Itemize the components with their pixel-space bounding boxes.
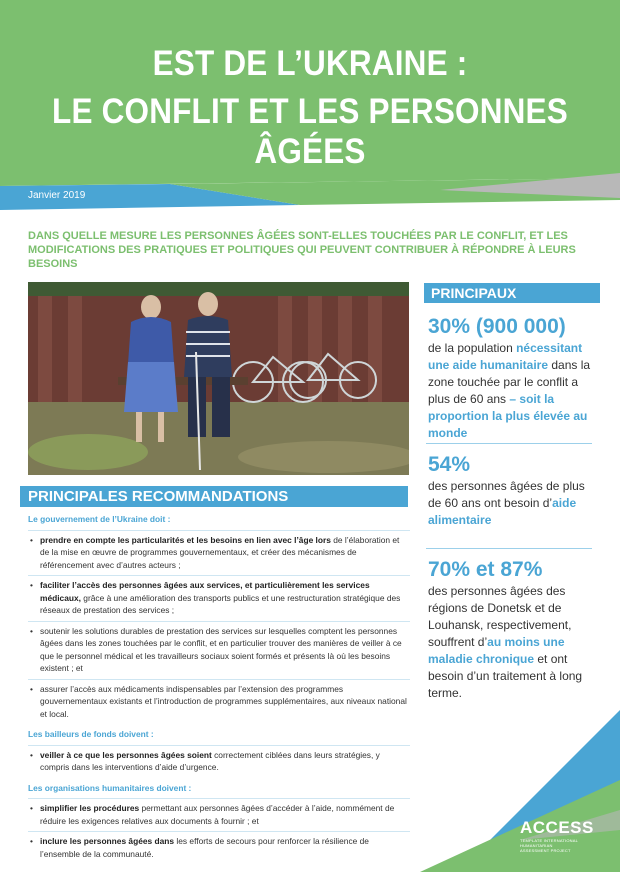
stat-text [428,583,598,702]
key-facts-header [424,283,600,303]
stat-highlight: aide alimentaire [428,496,577,527]
item-text: soutenir les solutions durables de prestation des services sur lesquelles comptent les personnes âgées dans les zones touchées par le conflit, et en particulier trouver des manières de veiller à ce que le personnel médical et les travailleurs sociaux soient formés et présents là où les besoins existent ; et [40,625,402,673]
stat-text-part: dans la zone touchée par le conflit a plus de 60 ans [428,358,591,406]
recommendation-item [28,621,410,679]
stat-block-1 [428,314,598,442]
stat-block-2 [428,452,598,529]
stat-text [428,340,598,442]
publication-date: Janvier 2019 [28,190,86,201]
logo-subtitle [520,838,600,853]
stat-highlight: nécessitant une aide humanitaire [428,341,583,372]
title-line-1: EST DE L’UKRAINE : [152,44,468,83]
header-banner [0,0,620,220]
group-title: Les organisations humanitaires doivent : [28,782,192,793]
group-title: Le gouvernement de l’Ukraine doit : [28,514,171,524]
item-bold: veiller à ce que les personnes âgées soient [40,749,212,760]
recommendation-item [28,575,410,621]
stat-highlight: – soit la proportion la plus élevée au monde [428,392,588,440]
item-bold: faciliter l’accès des personnes âgées aux services, et particulièrement les services médicaux, [40,580,370,603]
access-logo [520,818,600,853]
item-text: les efforts de secours pour renforcer la résilience de l’ensemble de la communauté. [40,836,369,859]
logo-name: ACCESS [520,818,594,837]
logo-sub-line: ASSESSMENT PROJECT [520,848,571,853]
stat-text-part: de la population [428,341,517,355]
photo-elderly-couple [28,282,409,475]
item-bold: prendre en compte les particularités et les besoins en lien avec l’âge lors [40,534,331,545]
stat-divider [426,548,592,549]
stat-number: 30% (900 000) [428,315,566,338]
item-text: de l’élaboration et de la mise en œuvre de programmes gouvernementaux, et créer des mécanismes de référencement avec d’autres acteurs ; [40,534,400,570]
item-bold: simplifier les procédures [40,803,140,813]
stat-highlight: au moins une maladie chronique [428,635,565,666]
recommendations-title: PRINCIPALES RECOMMANDATIONS [28,488,289,505]
title-line-2: LE CONFLIT ET LES PERSONNES ÂGÉES [52,92,568,171]
group-title: Les bailleurs de fonds doivent : [28,729,154,739]
stat-number: 70% et 87% [428,558,543,581]
recommendation-group-government [28,513,410,724]
item-bold: inclure les personnes âgées dans [40,836,175,846]
item-text: grâce à une amélioration des transports publics et une restructuration stratégique des réseaux de prestation des services ; [40,592,401,615]
stat-number: 54% [428,453,471,476]
recommendations-header [20,486,408,507]
item-text: correctement ciblées dans leurs stratégies, y compris dans les interventions d’aide d’urgence. [40,749,380,772]
recommendation-item [28,530,410,576]
stat-text [428,478,598,529]
item-text: permettant aux personnes âgées d’accéder à l’aide, nommément de réduire les exigences relatives aux documents à fournir ; et [40,803,395,826]
item-text: assurer l’accès aux médicaments indispensables par l’extension des programmes gouvernementaux existants et l’introduction de programmes supplémentaires, aux niveaux national et local. [40,683,407,719]
logo-sub-line: TEMPLATE INTERNATIONAL HUMANITARIAN [520,838,578,848]
key-facts-title: PRINCIPAUX [431,285,517,301]
stat-text-part: des personnes âgées de plus de 60 ans ont besoin d’ [428,479,585,510]
stat-text-part: des personnes âgées des régions de Donetsk et de Louhansk, respectivement, souffrent d’ [428,584,572,649]
stat-text-part: et ont besoin d’un traitement à long terme. [428,652,583,700]
stat-block-3 [428,557,598,702]
subtitle: DANS QUELLE MESURE LES PERSONNES ÂGÉES SONT-ELLES TOUCHÉES PAR LE CONFLIT, ET LES MODIFICATIONS DES PRATIQUES ET POLITIQUES QUI PEUVENT CONTRIBUER À RÉPONDRE À LEURS BESOINS [28,230,576,270]
stat-divider [426,443,592,444]
